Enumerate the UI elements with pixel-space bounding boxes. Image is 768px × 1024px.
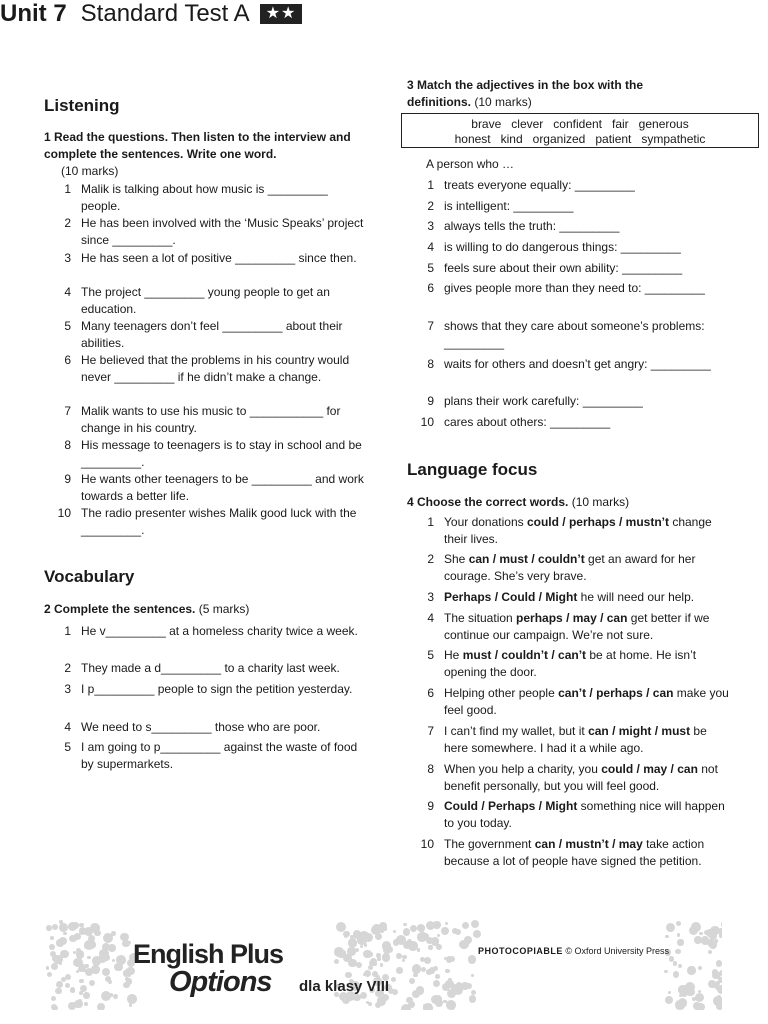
item-text: We need to s_________ those who are poor. [81, 720, 321, 734]
language-instruction [407, 494, 737, 511]
item-number: 5 [64, 740, 71, 754]
listening-instruction-text: 1 Read the questions. Then listen to the interview and complete the sentences. Write one word. [44, 130, 351, 161]
item-number: 4 [64, 720, 71, 734]
test-name: Standard Test A [80, 0, 250, 27]
matching-item [427, 218, 734, 235]
item-text: feels sure about their own ability: _________ [444, 261, 683, 275]
item-suffix: something nice will happen to you today. [444, 799, 725, 830]
item-number: 7 [427, 724, 434, 738]
item-text: I p_________ people to sign the petition yesterday. [81, 682, 353, 696]
vocabulary-instruction [44, 601, 364, 618]
listening-marks: (10 marks) [61, 164, 119, 178]
listening-item [64, 437, 365, 471]
item-number: 8 [427, 357, 434, 371]
language-marks: (10 marks) [571, 495, 630, 509]
item-number: 10 [420, 837, 434, 851]
matching-instruction [407, 77, 707, 111]
item-text: cares about others: _________ [444, 415, 611, 429]
item-text: treats everyone equally: _________ [444, 178, 635, 192]
item-suffix: be here somewhere. I had it a while ago. [444, 724, 707, 755]
item-number: 6 [427, 686, 434, 700]
item-text: I am going to p_________ against the waste of food by supermarkets. [81, 740, 358, 771]
item-number: 5 [64, 319, 71, 333]
item-text: He has been involved with the ‘Music Speaks’ project since _________. [81, 216, 364, 247]
matching-marks: (10 marks) [474, 95, 532, 109]
listening-item [64, 215, 365, 249]
item-text: Malik is talking about how music is _________ people. [81, 182, 328, 213]
item-options: perhaps / may / can [516, 611, 628, 625]
english-plus-logo [133, 939, 390, 998]
item-number: 8 [427, 762, 434, 776]
copyright-text: © Oxford University Press [565, 946, 670, 956]
page-title [0, 0, 768, 28]
matching-instruction-text: 3 Match the adjectives in the box with the definitions. [407, 78, 644, 109]
language-item [427, 514, 734, 548]
adjective-box-line2: honest kind organized patient sympathetic [454, 132, 706, 146]
logo-line1: English Plus [133, 939, 284, 969]
language-item [427, 761, 734, 795]
matching-item [420, 414, 734, 431]
listening-instruction [44, 129, 364, 180]
item-text: is intelligent: _________ [444, 199, 574, 213]
item-options: could / perhaps / mustn’t [526, 515, 669, 529]
item-prefix: I can’t find my wallet, but it [444, 724, 589, 738]
item-suffix: get an award for her courage. She’s very brave. [444, 552, 696, 583]
item-text: His message to teenagers is to stay in school and be _________. [81, 438, 362, 469]
item-number: 6 [64, 353, 71, 367]
item-options: must / couldn’t / can’t [462, 648, 587, 662]
item-suffix: get better if we continue our campaign. We’re not sure. [444, 611, 710, 642]
language-item [427, 610, 734, 644]
listening-item [64, 181, 365, 215]
item-number: 7 [64, 404, 71, 418]
item-suffix: be at home. He isn’t opening the door. [444, 648, 697, 679]
listening-item [64, 250, 365, 267]
vocabulary-instruction-text: 2 Complete the sentences. [44, 602, 196, 616]
item-text: He wants other teenagers to be _________ and work towards a better life. [81, 472, 364, 503]
matching-lead: A person who … [426, 157, 515, 171]
language-item [427, 798, 734, 832]
vocabulary-heading: Vocabulary [44, 567, 135, 586]
language-instruction-text: 4 Choose the correct words. [407, 495, 569, 509]
matching-item [427, 393, 734, 410]
vocabulary-item [64, 739, 365, 773]
item-prefix: When you help a charity, you [444, 762, 602, 776]
item-number: 7 [427, 319, 434, 333]
item-suffix: change their lives. [444, 515, 712, 546]
matching-item [427, 177, 734, 194]
item-number: 10 [57, 506, 71, 520]
unit-label: Unit 7 [0, 0, 67, 27]
item-number: 2 [427, 199, 434, 213]
item-text: He has seen a lot of positive _________ since then. [81, 251, 357, 265]
item-number: 3 [64, 682, 71, 696]
item-suffix: not benefit personally, but you will feel good. [444, 762, 718, 793]
item-options: can / mustn’t / may [534, 837, 643, 851]
item-text: He believed that the problems in his country would never _________ if he didn’t make a change. [81, 353, 350, 384]
item-text: is willing to do dangerous things: _________ [444, 240, 681, 254]
item-number: 6 [427, 281, 434, 295]
item-text: He v_________ at a homeless charity twice a week. [81, 624, 358, 638]
matching-item [427, 260, 734, 277]
item-prefix: The government [444, 837, 535, 851]
adjective-box [401, 113, 759, 148]
item-number: 3 [427, 219, 434, 233]
item-number: 2 [64, 661, 71, 675]
item-number: 1 [427, 515, 434, 529]
matching-item [427, 198, 734, 215]
listening-item [64, 284, 365, 318]
language-item [427, 685, 734, 719]
item-number: 2 [427, 552, 434, 566]
item-options: Could / Perhaps / Might [444, 799, 578, 813]
item-number: 2 [64, 216, 71, 230]
difficulty-stars: ★★ [260, 4, 303, 24]
matching-item [427, 280, 734, 297]
item-text: The project _________ young people to get an education. [81, 285, 330, 316]
logo-line3: dla klasy VIII [299, 978, 390, 995]
language-item [427, 647, 734, 681]
language-item [427, 723, 734, 757]
item-prefix: She [444, 552, 469, 566]
item-suffix: take action because a lot of people have signed the petition. [444, 837, 705, 868]
item-prefix: He [444, 648, 463, 662]
item-suffix: make you feel good. [444, 686, 729, 717]
adjective-box-line1: brave clever confident fair generous [471, 117, 689, 131]
item-number: 10 [420, 415, 434, 429]
item-options: can / might / must [588, 724, 691, 738]
vocabulary-item [64, 623, 365, 640]
item-number: 1 [64, 624, 71, 638]
item-number: 4 [64, 285, 71, 299]
language-item [427, 589, 734, 606]
language-heading: Language focus [407, 460, 538, 479]
photocopiable-notice [478, 946, 669, 956]
item-number: 3 [64, 251, 71, 265]
language-item [427, 551, 734, 585]
item-options: can / must / couldn’t [468, 552, 585, 566]
item-number: 9 [64, 472, 71, 486]
vocabulary-marks: (5 marks) [198, 602, 250, 616]
item-text: Malik wants to use his music to ___________ for change in his country. [81, 404, 341, 435]
listening-item [64, 352, 365, 386]
vocabulary-item [64, 719, 365, 736]
item-options: Perhaps / Could / Might [444, 590, 578, 604]
item-suffix: he will need our help. [577, 590, 695, 604]
listening-heading: Listening [44, 96, 120, 115]
item-prefix: Helping other people [444, 686, 559, 700]
listening-item [64, 471, 365, 505]
item-options: could / may / can [601, 762, 698, 776]
item-number: 3 [427, 590, 434, 604]
listening-item [64, 403, 365, 437]
item-options: can’t / perhaps / can [558, 686, 674, 700]
item-number: 1 [427, 178, 434, 192]
listening-item [64, 318, 365, 352]
item-number: 4 [427, 240, 434, 254]
item-number: 5 [427, 648, 434, 662]
vocabulary-item [64, 681, 365, 698]
item-number: 1 [64, 182, 71, 196]
matching-item [427, 239, 734, 256]
item-number: 4 [427, 611, 434, 625]
listening-item [57, 505, 365, 539]
item-text: The radio presenter wishes Malik good luck with the _________. [81, 506, 357, 537]
item-text: Many teenagers don’t feel _________ about their abilities. [81, 319, 343, 350]
language-item [420, 836, 734, 870]
item-number: 8 [64, 438, 71, 452]
item-prefix: The situation [444, 611, 517, 625]
vocabulary-item [64, 660, 365, 677]
item-text: always tells the truth: _________ [444, 219, 620, 233]
item-prefix: Your donations [444, 515, 527, 529]
item-number: 9 [427, 394, 434, 408]
item-text: gives people more than they need to: _________ [444, 281, 705, 295]
item-text: shows that they care about someone’s problems: _________ [444, 319, 705, 350]
item-number: 5 [427, 261, 434, 275]
logo-line2: Options [169, 966, 272, 998]
item-text: They made a d_________ to a charity last week. [81, 661, 340, 675]
item-number: 9 [427, 799, 434, 813]
matching-item [427, 318, 734, 352]
item-text: waits for others and doesn’t get angry: _________ [444, 357, 711, 371]
item-text: plans their work carefully: _________ [444, 394, 643, 408]
photocopiable-label: PHOTOCOPIABLE [478, 946, 563, 956]
matching-item [427, 356, 734, 373]
